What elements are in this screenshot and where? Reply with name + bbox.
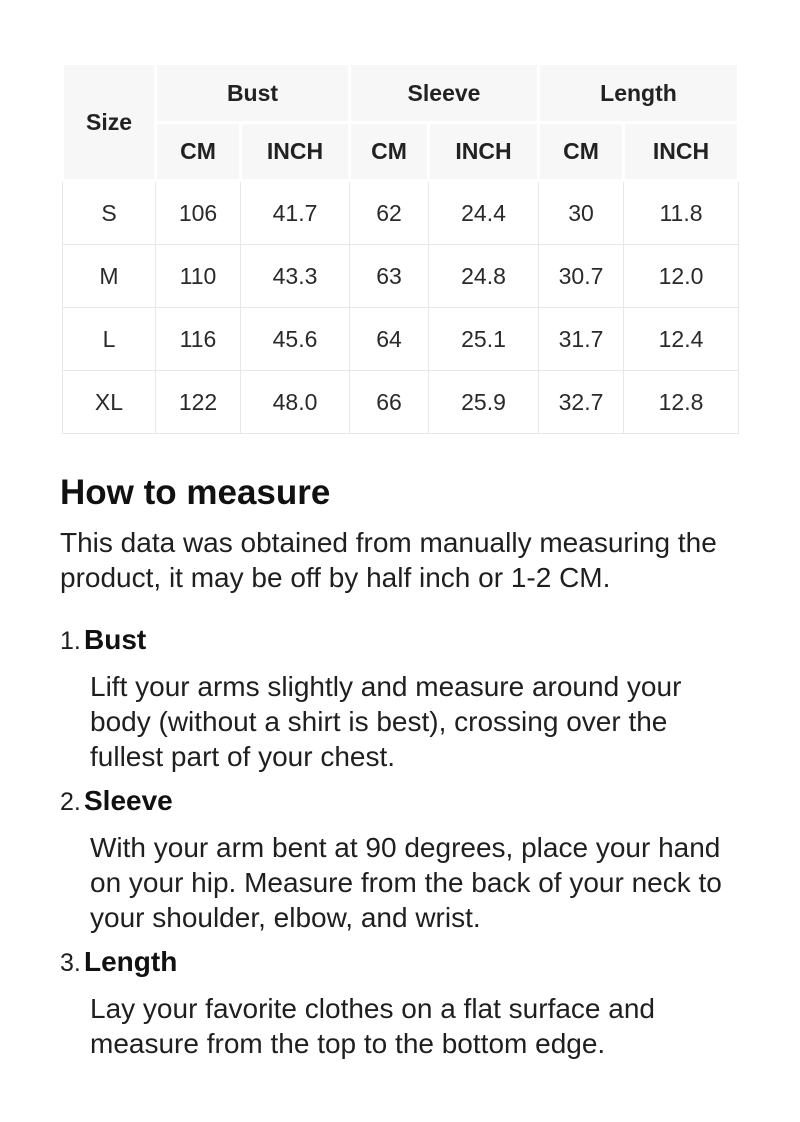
sleeve-inch-cell: 25.9: [429, 371, 539, 434]
length-cm-cell: 30: [539, 181, 624, 245]
header-size: Size: [63, 64, 156, 181]
header-unit-inch: INCH: [429, 123, 539, 181]
measure-steps-list: [60, 622, 740, 1061]
bust-cm-cell: 116: [156, 308, 241, 371]
step-description: Lay your favorite clothes on a flat surface and measure from the top to the bottom edge.: [90, 993, 655, 1059]
bust-inch-cell: 41.7: [241, 181, 350, 245]
bust-cm-cell: 110: [156, 245, 241, 308]
sleeve-inch-cell: 24.8: [429, 245, 539, 308]
table-row: [63, 245, 739, 308]
length-cm-cell: 32.7: [539, 371, 624, 434]
step-heading: [60, 622, 740, 659]
bust-inch-cell: 48.0: [241, 371, 350, 434]
size-cell: S: [63, 181, 156, 245]
step-title: Sleeve: [84, 785, 173, 816]
length-cm-cell: 30.7: [539, 245, 624, 308]
bust-inch-cell: 45.6: [241, 308, 350, 371]
sleeve-inch-cell: 24.4: [429, 181, 539, 245]
header-bust: Bust: [156, 64, 350, 123]
sleeve-cm-cell: 66: [350, 371, 429, 434]
sleeve-cm-cell: 63: [350, 245, 429, 308]
size-cell: XL: [63, 371, 156, 434]
measure-step: [60, 622, 740, 774]
step-number: 1.: [60, 627, 81, 655]
measure-step: [60, 944, 740, 1061]
header-unit-inch: INCH: [241, 123, 350, 181]
size-cell: L: [63, 308, 156, 371]
bust-cm-cell: 122: [156, 371, 241, 434]
sleeve-cm-cell: 64: [350, 308, 429, 371]
measure-step: [60, 783, 740, 935]
size-chart-header: [63, 64, 739, 181]
table-row: [63, 181, 739, 245]
step-heading: [60, 783, 740, 820]
length-inch-cell: 11.8: [624, 181, 739, 245]
bust-inch-cell: 43.3: [241, 245, 350, 308]
step-title: Bust: [84, 624, 147, 655]
step-number: 3.: [60, 949, 81, 977]
step-number: 2.: [60, 788, 81, 816]
bust-cm-cell: 106: [156, 181, 241, 245]
length-inch-cell: 12.0: [624, 245, 739, 308]
header-unit-cm: CM: [350, 123, 429, 181]
table-row: [63, 371, 739, 434]
header-unit-cm: CM: [156, 123, 241, 181]
sleeve-inch-cell: 25.1: [429, 308, 539, 371]
how-to-measure-intro: This data was obtained from manually measuring the product, it may be off by half inch or 1-2 CM.: [60, 527, 717, 593]
size-cell: M: [63, 245, 156, 308]
header-length: Length: [539, 64, 739, 123]
how-to-measure-heading: How to measure: [60, 473, 331, 512]
length-inch-cell: 12.4: [624, 308, 739, 371]
length-cm-cell: 31.7: [539, 308, 624, 371]
header-unit-inch: INCH: [624, 123, 739, 181]
size-chart-table: [61, 62, 740, 434]
step-description: Lift your arms slightly and measure around your body (without a shirt is best), crossing over the fullest part of your chest.: [90, 671, 682, 772]
length-inch-cell: 12.8: [624, 371, 739, 434]
table-row: [63, 308, 739, 371]
size-chart-body: [63, 181, 739, 434]
sleeve-cm-cell: 62: [350, 181, 429, 245]
step-heading: [60, 944, 740, 981]
header-sleeve: Sleeve: [350, 64, 539, 123]
step-description: With your arm bent at 90 degrees, place your hand on your hip. Measure from the back of your neck to your shoulder, elbow, and wrist.: [90, 832, 722, 933]
step-title: Length: [84, 946, 178, 977]
header-unit-cm: CM: [539, 123, 624, 181]
